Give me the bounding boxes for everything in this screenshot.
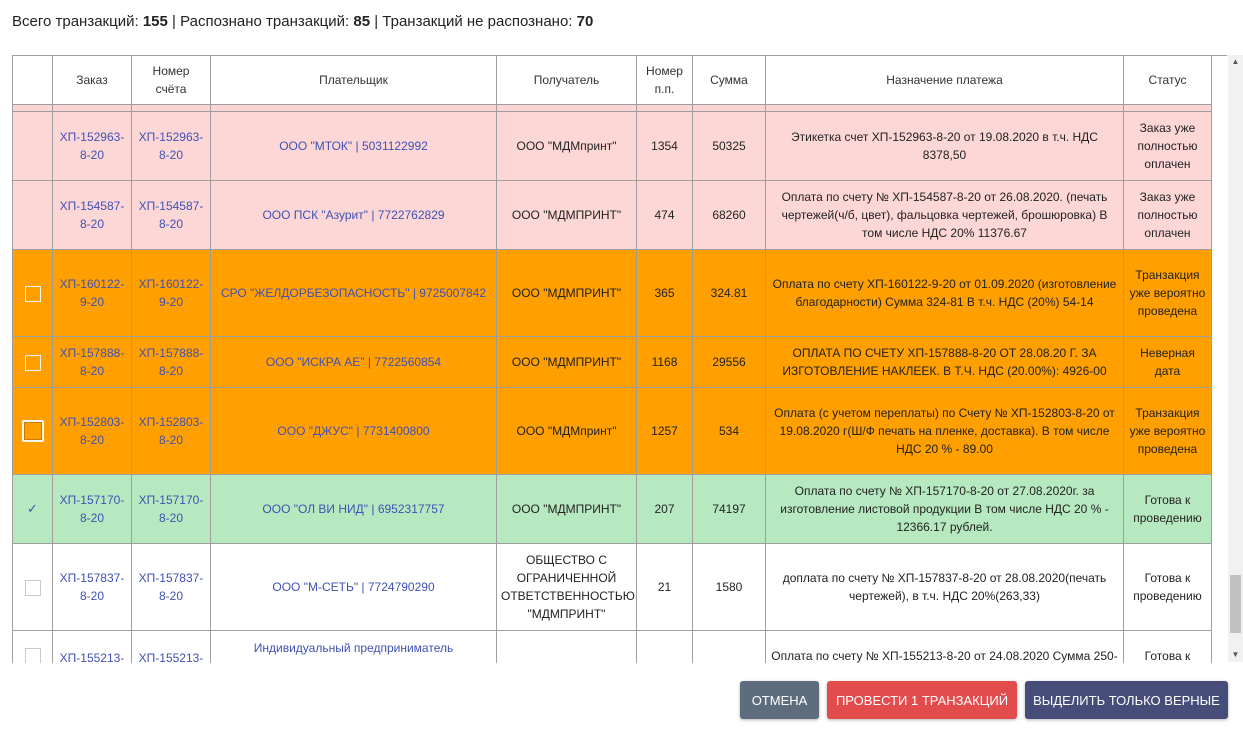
- amount-cell: 74197: [693, 475, 766, 544]
- row-checkbox[interactable]: [25, 648, 41, 663]
- order-link[interactable]: ХП-157888-8-20: [53, 337, 132, 388]
- invoice-link[interactable]: ХП-157170-8-20: [132, 475, 211, 544]
- order-link[interactable]: ХП-152963-8-20: [53, 112, 132, 181]
- select-cell: [13, 112, 53, 181]
- purpose-cell: доплата по счету № ХП-157837-8-20 от 28.08.2020(печать чертежей), в т.ч. НДС 20%(263,33): [766, 544, 1124, 631]
- select-cell[interactable]: [13, 388, 53, 475]
- table-row[interactable]: [13, 388, 1212, 475]
- payer-link[interactable]: ООО "ИСКРА АЕ" | 7722560854: [211, 337, 497, 388]
- select-cell[interactable]: [13, 337, 53, 388]
- header-order: Заказ: [53, 56, 132, 105]
- row-checkbox[interactable]: [25, 355, 41, 371]
- select-valid-only-button[interactable]: ВЫДЕЛИТЬ ТОЛЬКО ВЕРНЫЕ: [1025, 681, 1228, 719]
- cancel-button[interactable]: ОТМЕНА: [740, 681, 819, 719]
- payer-link[interactable]: Индивидуальный предприниматель: [211, 631, 497, 664]
- total-value: 155: [142, 13, 168, 30]
- invoice-link[interactable]: ХП-157837-8-20: [132, 544, 211, 631]
- number-cell: 1257: [637, 388, 693, 475]
- order-link[interactable]: ХП-154587-8-20: [53, 181, 132, 250]
- amount-cell: [693, 631, 766, 664]
- recipient-cell: ООО "МДМпринт": [497, 112, 637, 181]
- table-row[interactable]: [13, 544, 1212, 631]
- invoice-link[interactable]: ХП-160122-9-20: [132, 250, 211, 337]
- recipient-cell: ООО "МДМПРИНТ": [497, 250, 637, 337]
- table-header-row: [13, 56, 1212, 105]
- transactions-summary: [12, 12, 593, 32]
- recipient-cell: [497, 631, 637, 664]
- amount-cell: 1580: [693, 544, 766, 631]
- recognized-label: Распознано транзакций:: [180, 13, 350, 30]
- status-cell: Готова к проведению: [1124, 475, 1212, 544]
- select-cell: [13, 181, 53, 250]
- select-cell[interactable]: [13, 475, 53, 544]
- amount-cell: 534: [693, 388, 766, 475]
- vertical-scrollbar[interactable]: [1228, 55, 1243, 662]
- purpose-cell: Оплата по счету № ХП-154587-8-20 от 26.08.2020. (печать чертежей(ч/б, цвет), фальцовка чертежей, брошюровка) В том числе НДС 20% 11376.67: [766, 181, 1124, 250]
- total-label: Всего транзакций:: [12, 13, 139, 30]
- number-cell: 21: [637, 544, 693, 631]
- number-cell: 1168: [637, 337, 693, 388]
- header-number: Номер п.п.: [637, 56, 693, 105]
- scrollbar-thumb[interactable]: [1230, 575, 1241, 633]
- recipient-cell: ООО "МДМпринт": [497, 388, 637, 475]
- row-checkbox[interactable]: [25, 286, 41, 302]
- header-purpose: Назначение платежа: [766, 56, 1124, 105]
- table-row[interactable]: [13, 337, 1212, 388]
- recognized-value: 85: [353, 13, 371, 30]
- header-status: Статус: [1124, 56, 1212, 105]
- separator: |: [172, 13, 176, 30]
- table-row[interactable]: [13, 112, 1212, 181]
- checkmark-icon[interactable]: ✓: [27, 501, 38, 516]
- purpose-cell: Оплата (с учетом переплаты) по Счету № ХП-152803-8-20 от 19.08.2020 г(Ш/Ф печать на пленке, доставка). В том числе НДС 20 % - 89.00: [766, 388, 1124, 475]
- amount-cell: 29556: [693, 337, 766, 388]
- table-row[interactable]: [13, 250, 1212, 337]
- recipient-cell: ООО "МДМПРИНТ": [497, 181, 637, 250]
- invoice-link[interactable]: ХП-152803-8-20: [132, 388, 211, 475]
- invoice-link[interactable]: ХП-152963-8-20: [132, 112, 211, 181]
- header-invoice: Номер счёта: [132, 56, 211, 105]
- scroll-up-arrow-icon[interactable]: ▲: [1231, 57, 1240, 66]
- number-cell: 1354: [637, 112, 693, 181]
- status-cell: Транзакция уже вероятно проведена: [1124, 388, 1212, 475]
- row-checkbox[interactable]: [25, 580, 41, 596]
- scroll-down-arrow-icon[interactable]: ▼: [1231, 650, 1240, 659]
- payer-link[interactable]: ООО "М-СЕТЬ" | 7724790290: [211, 544, 497, 631]
- payer-link[interactable]: ООО "МТОК" | 5031122992: [211, 112, 497, 181]
- status-cell: Готова к проведению: [1124, 544, 1212, 631]
- purpose-cell: ОПЛАТА ПО СЧЕТУ ХП-157888-8-20 ОТ 28.08.20 Г. ЗА ИЗГОТОВЛЕНИЕ НАКЛЕЕК. В Т.Ч. НДС (20.00%): 4926-00: [766, 337, 1124, 388]
- status-cell: Заказ уже полностью оплачен: [1124, 181, 1212, 250]
- purpose-cell: Этикетка счет ХП-152963-8-20 от 19.08.2020 в т.ч. НДС 8378,50: [766, 112, 1124, 181]
- transactions-table-container: [12, 55, 1227, 663]
- table-row[interactable]: [13, 475, 1212, 544]
- header-payer: Плательщик: [211, 56, 497, 105]
- separator: |: [374, 13, 379, 30]
- amount-cell: 50325: [693, 112, 766, 181]
- order-link[interactable]: ХП-157170-8-20: [53, 475, 132, 544]
- purpose-cell: Оплата по счету № ХП-157170-8-20 от 27.08.2020г. за изготовление листовой продукции В том числе НДС 20 % - 12366.17 рублей.: [766, 475, 1124, 544]
- payer-link[interactable]: ООО ПСК "Азурит" | 7722762829: [211, 181, 497, 250]
- payer-link[interactable]: СРО "ЖЕЛДОРБЕЗОПАСНОСТЬ" | 9725007842: [211, 250, 497, 337]
- table-row[interactable]: [13, 181, 1212, 250]
- recipient-cell: ООО "МДМПРИНТ": [497, 337, 637, 388]
- status-cell: Готова к: [1124, 631, 1212, 664]
- status-cell: Транзакция уже вероятно проведена: [1124, 250, 1212, 337]
- table-row-partial: [13, 105, 1212, 112]
- order-link[interactable]: ХП-152803-8-20: [53, 388, 132, 475]
- amount-cell: 324.81: [693, 250, 766, 337]
- unrecognized-value: 70: [576, 13, 594, 30]
- transactions-table: [12, 56, 1212, 663]
- invoice-link[interactable]: ХП-157888-8-20: [132, 337, 211, 388]
- number-cell: 207: [637, 475, 693, 544]
- header-recipient: Получатель: [497, 56, 637, 105]
- invoice-link[interactable]: ХП-154587-8-20: [132, 181, 211, 250]
- header-select: [13, 56, 53, 105]
- header-amount: Сумма: [693, 56, 766, 105]
- status-cell: Заказ уже полностью оплачен: [1124, 112, 1212, 181]
- select-cell[interactable]: [13, 250, 53, 337]
- status-cell: Неверная дата: [1124, 337, 1212, 388]
- payer-link[interactable]: ООО "ОЛ ВИ НИД" | 6952317757: [211, 475, 497, 544]
- table-row-partial[interactable]: [13, 631, 1212, 664]
- proceed-transactions-button[interactable]: ПРОВЕСТИ 1 ТРАНЗАКЦИЙ: [827, 681, 1017, 719]
- recipient-cell: ОБЩЕСТВО С ОГРАНИЧЕННОЙ ОТВЕТСТВЕННОСТЬЮ "МДМПРИНТ": [497, 544, 637, 631]
- select-cell[interactable]: [13, 544, 53, 631]
- select-cell[interactable]: [13, 631, 53, 664]
- recipient-cell: ООО "МДМПРИНТ": [497, 475, 637, 544]
- row-checkbox[interactable]: [22, 420, 44, 442]
- unrecognized-label: Транзакций не распознано:: [382, 13, 573, 30]
- number-cell: 365: [637, 250, 693, 337]
- purpose-cell: Оплата по счету ХП-160122-9-20 от 01.09.2020 (изготовление благодарности) Сумма 324-81 В т.ч. НДС (20%) 54-14: [766, 250, 1124, 337]
- order-link[interactable]: ХП-160122-9-20: [53, 250, 132, 337]
- payer-link[interactable]: ООО "ДЖУС" | 7731400800: [211, 388, 497, 475]
- amount-cell: 68260: [693, 181, 766, 250]
- purpose-cell: Оплата по счету № ХП-155213-8-20 от 24.08.2020 Сумма 250-: [766, 631, 1124, 664]
- order-link[interactable]: ХП-157837-8-20: [53, 544, 132, 631]
- number-cell: [637, 631, 693, 664]
- order-link[interactable]: ХП-155213-: [53, 631, 132, 664]
- number-cell: 474: [637, 181, 693, 250]
- invoice-link[interactable]: ХП-155213-: [132, 631, 211, 664]
